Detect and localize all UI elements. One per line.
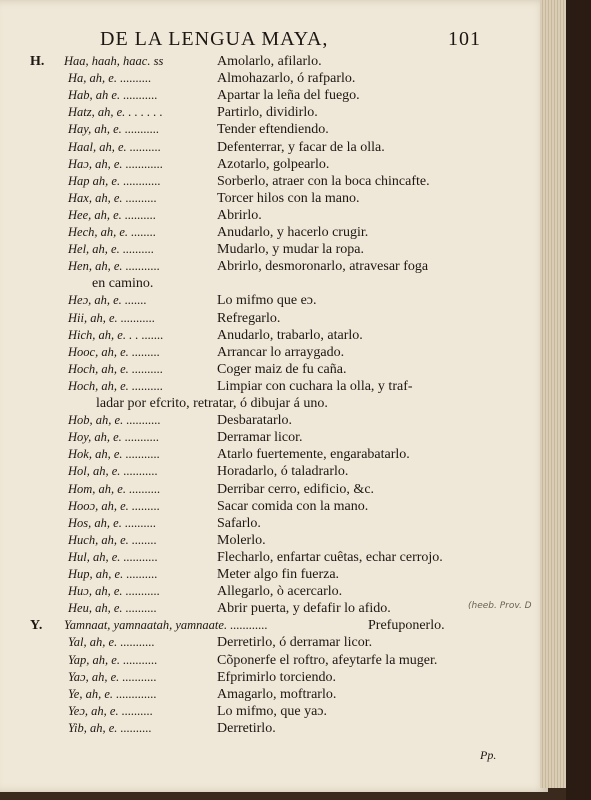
entry-definition: Abrirlo.	[217, 207, 262, 223]
entry-row	[0, 345, 548, 363]
entry-headword: Hap ah, e. ............	[68, 173, 161, 188]
entry-headword: Hee, ah, e. ..........	[68, 207, 157, 222]
entry-definition: Prefuponerlo.	[368, 618, 445, 634]
entry-headword: Yib, ah, e. ..........	[68, 720, 152, 735]
entry-row	[0, 516, 548, 534]
entry-row	[0, 670, 548, 688]
entry-row	[0, 499, 548, 517]
entry-definition: Amagarlo, moftrarlo.	[217, 686, 337, 702]
entry-row	[0, 601, 548, 619]
entry-headword: Hok, ah, e. ...........	[68, 447, 160, 462]
entry-definition: Efprimirlo torciendo.	[217, 669, 336, 685]
entry-row	[0, 413, 548, 431]
entry-headword: Hoy, ah, e. ...........	[68, 430, 160, 445]
entry-headword: Hich, ah, e. . . .......	[68, 327, 164, 342]
entry-headword: Hol, ah, e. ...........	[68, 464, 158, 479]
entry-headword: Ha, ah, e. ..........	[68, 71, 152, 86]
entry-row	[0, 88, 548, 106]
entry-definition: Torcer hilos con la mano.	[217, 190, 360, 206]
entry-definition: Derretirlo, ó derramar licor.	[217, 635, 373, 651]
entry-row	[0, 276, 548, 294]
entry-row	[0, 105, 548, 123]
entry-row	[0, 584, 548, 602]
entry-row	[0, 704, 548, 722]
entry-definition: Sorberlo, atraer con la boca chincafte.	[217, 173, 430, 189]
entry-headword: Hul, ah, e. ...........	[68, 549, 158, 564]
entry-row	[0, 482, 548, 500]
entry-definition: Abrir puerta, y defafir lo afido.	[217, 601, 391, 617]
entry-definition: Partirlo, dividirlo.	[217, 105, 318, 121]
entry-definition: Lo mifmo, que yaɔ.	[217, 703, 328, 719]
entry-headword: Hooc, ah, e. .........	[68, 344, 160, 359]
section-letter: Y.	[30, 618, 43, 634]
entry-row	[0, 225, 548, 243]
entry-definition: Anudarlo, trabarlo, atarlo.	[217, 327, 363, 343]
entry-headword: Haa, haah, haac. ss	[64, 54, 164, 68]
entry-headword: Hoch, ah, e. ..........	[68, 361, 164, 376]
entry-row	[0, 379, 548, 397]
entry-row	[0, 464, 548, 482]
entry-headword: Hoch, ah, e. ..........	[68, 378, 164, 393]
entry-headword: Hooɔ, ah, e. .........	[68, 498, 160, 513]
entry-row	[0, 191, 548, 209]
entry-row	[0, 54, 548, 72]
entry-row	[0, 328, 548, 346]
entry-definition: Safarlo.	[217, 515, 261, 531]
entry-row	[0, 362, 548, 380]
entry-definition: Abrirlo, desmoronarlo, atravesar foga	[217, 259, 429, 275]
entry-headword: Hatz, ah, e. . . . . . .	[68, 105, 163, 120]
entry-definition: Arrancar lo arraygado.	[217, 344, 345, 360]
entry-row	[0, 533, 548, 551]
entry-row	[0, 122, 548, 140]
entry-row	[0, 157, 548, 175]
entry-definition: Derribar cerro, edificio, &c.	[217, 481, 375, 497]
entry-headword: Hay, ah, e. ...........	[68, 122, 160, 137]
entry-row	[0, 396, 548, 414]
entry-row	[0, 259, 548, 277]
entry-row	[0, 635, 548, 653]
entry-headword: Hen, ah, e. ...........	[68, 259, 160, 274]
section-letter: H.	[30, 54, 45, 69]
entry-row	[0, 447, 548, 465]
entry-headword: Hup, ah, e. ..........	[68, 567, 158, 581]
entry-row	[0, 242, 548, 260]
entry-definition: Tender eftendiendo.	[217, 122, 329, 138]
entry-row	[0, 140, 548, 158]
entry-definition: Flecharlo, enfartar cuêtas, echar cerrojo.	[217, 549, 443, 565]
entry-headword: Huch, ah, e. ........	[68, 532, 157, 547]
entry-definition: Amolarlo, afilarlo.	[217, 54, 322, 69]
entry-headword: Yeɔ, ah, e. ..........	[68, 703, 153, 718]
entry-definition: Anudarlo, y hacerlo crugir.	[217, 225, 369, 240]
entry-definition: Molerlo.	[217, 532, 266, 548]
entry-definition: Sacar comida con la mano.	[217, 498, 369, 514]
entry-definition: Meter algo fin fuerza.	[217, 567, 340, 582]
header-title: DE LA LENGUA MAYA,	[100, 28, 329, 50]
entry-headword: Hob, ah, e. ...........	[68, 413, 161, 428]
entry-row	[0, 208, 548, 226]
entry-headword: Huɔ, ah, e. ...........	[68, 584, 160, 599]
entry-row	[0, 550, 548, 568]
entry-definition: Apartar la leña del fuego.	[217, 88, 360, 104]
entry-headword: Hab, ah e. ...........	[68, 88, 158, 103]
entry-row	[0, 71, 548, 89]
entry-row	[0, 311, 548, 329]
entry-headword: Hech, ah, e. ........	[68, 225, 157, 239]
entry-headword: Hii, ah, e. ...........	[68, 310, 156, 325]
entry-definition: Cõponerfe el roftro, afeytarfe la muger.	[217, 652, 438, 668]
entry-headword: Hom, ah, e. ..........	[68, 481, 161, 496]
entry-row	[0, 687, 548, 705]
entry-row	[0, 618, 548, 636]
entry-definition: Derramar licor.	[217, 430, 303, 446]
entry-row	[0, 567, 548, 585]
entry-row	[0, 721, 548, 739]
book-cover	[566, 0, 591, 800]
entry-definition: Lo mifmo que eɔ.	[217, 293, 317, 309]
entry-definition: Azotarlo, golpearlo.	[217, 156, 330, 172]
handwritten-note: (heeb. Prov. D	[468, 601, 532, 612]
entry-headword: Yal, ah, e. ...........	[68, 635, 155, 650]
entry-definition: Almohazarlo, ó rafparlo.	[217, 71, 356, 87]
entry-headword: Haɔ, ah, e. ............	[68, 156, 164, 171]
entry-headword: Hos, ah, e. ..........	[68, 515, 157, 530]
entry-definition: Coger maiz de fu caña.	[217, 361, 347, 377]
entry-headword: Ye, ah, e. .............	[68, 686, 157, 701]
entry-definition: Desbaratarlo.	[217, 413, 293, 429]
entry-definition: Defenterrar, y facar de la olla.	[217, 139, 385, 155]
entry-definition: Mudarlo, y mudar la ropa.	[217, 242, 364, 258]
entry-definition: Derretirlo.	[217, 720, 276, 736]
entry-definition: Limpiar con cuchara la olla, y traf-	[217, 378, 413, 394]
entry-headword: Yamnaat, yamnaatah, yamnaate. ............	[64, 618, 268, 633]
signature-mark: Pp.	[480, 748, 497, 762]
entry-continuation: ladar por efcrito, retratar, ó dibujar á uno.	[96, 396, 328, 411]
entry-headword: Heɔ, ah, e. .......	[68, 293, 147, 308]
entry-definition: Refregarlo.	[217, 310, 281, 326]
entry-headword: Yaɔ, ah, e. ...........	[68, 669, 157, 684]
entry-headword: Heu, ah, e. ..........	[68, 601, 157, 616]
entry-row	[0, 653, 548, 671]
entry-row	[0, 430, 548, 448]
entry-definition: Atarlo fuertemente, engarabatarlo.	[217, 447, 410, 463]
entry-headword: Yap, ah, e. ...........	[68, 652, 158, 667]
page-number: 101	[448, 28, 481, 50]
entry-row	[0, 293, 548, 311]
entry-definition: Horadarlo, ó taladrarlo.	[217, 464, 349, 480]
entry-continuation: en camino.	[92, 276, 154, 292]
entry-headword: Hax, ah, e. ..........	[68, 190, 157, 205]
entry-definition: Allegarlo, ò acercarlo.	[217, 584, 343, 600]
entry-headword: Haal, ah, e. ..........	[68, 139, 162, 154]
entry-headword: Hel, ah, e. ..........	[68, 242, 155, 257]
entry-row	[0, 174, 548, 192]
